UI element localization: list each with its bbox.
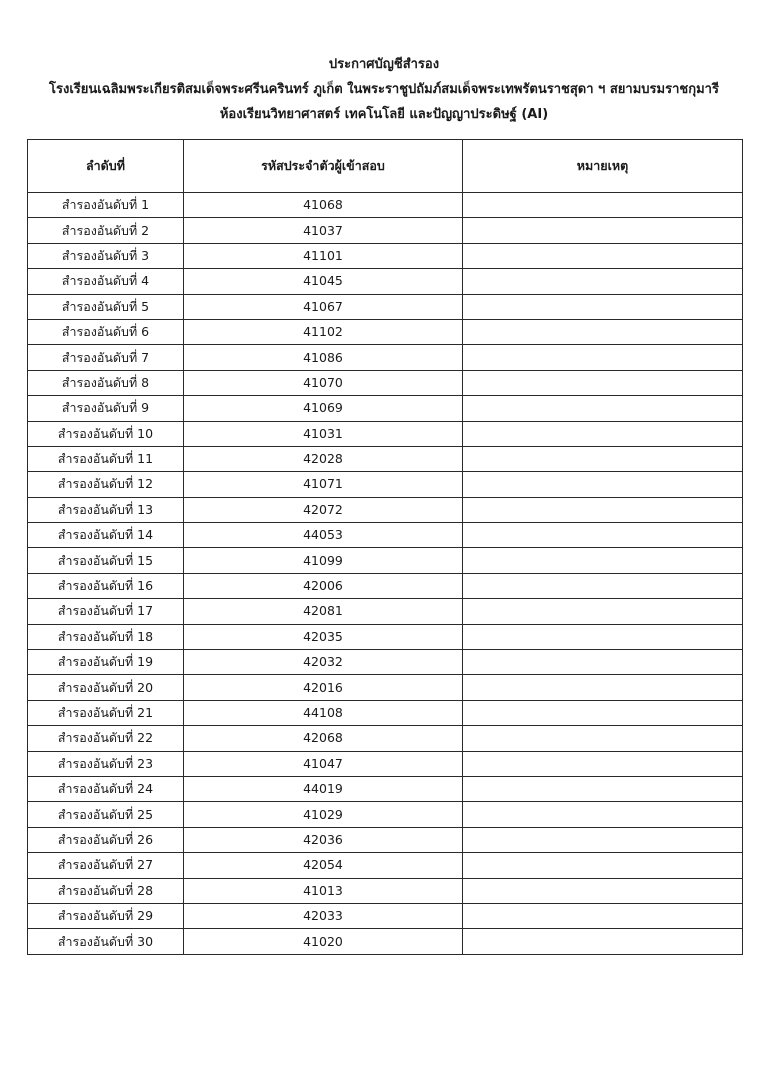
exam-code-cell: 42006	[184, 573, 463, 598]
note-cell	[463, 319, 743, 344]
note-cell	[463, 548, 743, 573]
note-cell	[463, 218, 743, 243]
rank-cell: สำรองอันดับที่ 9	[28, 396, 184, 421]
note-cell	[463, 650, 743, 675]
table-row	[28, 827, 743, 852]
note-cell	[463, 269, 743, 294]
note-cell	[463, 345, 743, 370]
rank-cell: สำรองอันดับที่ 28	[28, 878, 184, 903]
column-header-note: หมายเหตุ	[463, 140, 743, 193]
rank-cell: สำรองอันดับที่ 2	[28, 218, 184, 243]
note-cell	[463, 523, 743, 548]
exam-code-cell: 41102	[184, 319, 463, 344]
exam-code-cell: 41086	[184, 345, 463, 370]
rank-cell: สำรองอันดับที่ 10	[28, 421, 184, 446]
exam-code-cell: 42068	[184, 726, 463, 751]
exam-code-cell: 41070	[184, 370, 463, 395]
table-row	[28, 345, 743, 370]
rank-cell: สำรองอันดับที่ 16	[28, 573, 184, 598]
rank-cell: สำรองอันดับที่ 26	[28, 827, 184, 852]
program-name: ห้องเรียนวิทยาศาสตร์ เทคโนโลยี และปัญญาประดิษฐ์ (AI)	[219, 107, 549, 122]
exam-code-cell: 42028	[184, 446, 463, 471]
table-row	[28, 548, 743, 573]
table-row	[28, 319, 743, 344]
rank-cell: สำรองอันดับที่ 6	[28, 319, 184, 344]
table-row	[28, 878, 743, 903]
exam-code-cell: 42032	[184, 650, 463, 675]
note-cell	[463, 294, 743, 319]
column-header-rank: ลำดับที่	[28, 140, 184, 193]
column-header-exam-code: รหัสประจำตัวผู้เข้าสอบ	[184, 140, 463, 193]
table-row	[28, 624, 743, 649]
note-cell	[463, 193, 743, 218]
table-row	[28, 599, 743, 624]
table-row	[28, 370, 743, 395]
rank-cell: สำรองอันดับที่ 21	[28, 700, 184, 725]
note-cell	[463, 675, 743, 700]
note-cell	[463, 624, 743, 649]
table-row	[28, 294, 743, 319]
exam-code-cell: 41031	[184, 421, 463, 446]
rank-cell: สำรองอันดับที่ 22	[28, 726, 184, 751]
table-row	[28, 903, 743, 928]
rank-cell: สำรองอันดับที่ 23	[28, 751, 184, 776]
table-row	[28, 802, 743, 827]
rank-cell: สำรองอันดับที่ 30	[28, 929, 184, 954]
note-cell	[463, 853, 743, 878]
table-row	[28, 573, 743, 598]
exam-code-cell: 44019	[184, 776, 463, 801]
rank-cell: สำรองอันดับที่ 15	[28, 548, 184, 573]
table-row	[28, 776, 743, 801]
exam-code-cell: 41020	[184, 929, 463, 954]
table-row	[28, 700, 743, 725]
exam-code-cell: 42035	[184, 624, 463, 649]
rank-cell: สำรองอันดับที่ 14	[28, 523, 184, 548]
table-row	[28, 650, 743, 675]
exam-code-cell: 41069	[184, 396, 463, 421]
rank-cell: สำรองอันดับที่ 13	[28, 497, 184, 522]
rank-cell: สำรองอันดับที่ 19	[28, 650, 184, 675]
note-cell	[463, 573, 743, 598]
exam-code-cell: 41013	[184, 878, 463, 903]
note-cell	[463, 726, 743, 751]
exam-code-cell: 41071	[184, 472, 463, 497]
rank-cell: สำรองอันดับที่ 25	[28, 802, 184, 827]
note-cell	[463, 446, 743, 471]
rank-cell: สำรองอันดับที่ 24	[28, 776, 184, 801]
rank-cell: สำรองอันดับที่ 12	[28, 472, 184, 497]
note-cell	[463, 599, 743, 624]
exam-code-cell: 44108	[184, 700, 463, 725]
exam-code-cell: 41101	[184, 243, 463, 268]
table-row	[28, 929, 743, 954]
exam-code-cell: 42036	[184, 827, 463, 852]
table-row	[28, 243, 743, 268]
note-cell	[463, 700, 743, 725]
note-cell	[463, 903, 743, 928]
table-row	[28, 193, 743, 218]
table-row	[28, 218, 743, 243]
rank-cell: สำรองอันดับที่ 4	[28, 269, 184, 294]
rank-cell: สำรองอันดับที่ 18	[28, 624, 184, 649]
table-row	[28, 853, 743, 878]
note-cell	[463, 776, 743, 801]
note-cell	[463, 827, 743, 852]
table-row	[28, 472, 743, 497]
note-cell	[463, 929, 743, 954]
exam-code-cell: 42033	[184, 903, 463, 928]
exam-code-cell: 42016	[184, 675, 463, 700]
table-row	[28, 751, 743, 776]
rank-cell: สำรองอันดับที่ 27	[28, 853, 184, 878]
note-cell	[463, 243, 743, 268]
reserve-list-table	[27, 139, 743, 955]
exam-code-cell: 41029	[184, 802, 463, 827]
rank-cell: สำรองอันดับที่ 8	[28, 370, 184, 395]
rank-cell: สำรองอันดับที่ 1	[28, 193, 184, 218]
exam-code-cell: 41068	[184, 193, 463, 218]
table-row	[28, 675, 743, 700]
table-row	[28, 523, 743, 548]
note-cell	[463, 472, 743, 497]
rank-cell: สำรองอันดับที่ 5	[28, 294, 184, 319]
rank-cell: สำรองอันดับที่ 7	[28, 345, 184, 370]
document-header	[0, 52, 768, 127]
exam-code-cell: 41037	[184, 218, 463, 243]
table-body	[28, 193, 743, 955]
exam-code-cell: 41099	[184, 548, 463, 573]
school-name: โรงเรียนเฉลิมพระเกียรติสมเด็จพระศรีนครินทร์ ภูเก็ต ในพระราชูปถัมภ์สมเด็จพระเทพรัตนราชสุดา ฯ สยามบรมราชกุมารี	[49, 82, 719, 97]
note-cell	[463, 497, 743, 522]
note-cell	[463, 802, 743, 827]
table-row	[28, 269, 743, 294]
table-row	[28, 421, 743, 446]
note-cell	[463, 421, 743, 446]
table-row	[28, 396, 743, 421]
table-row	[28, 497, 743, 522]
rank-cell: สำรองอันดับที่ 3	[28, 243, 184, 268]
rank-cell: สำรองอันดับที่ 20	[28, 675, 184, 700]
rank-cell: สำรองอันดับที่ 17	[28, 599, 184, 624]
exam-code-cell: 42072	[184, 497, 463, 522]
exam-code-cell: 42054	[184, 853, 463, 878]
rank-cell: สำรองอันดับที่ 29	[28, 903, 184, 928]
table-row	[28, 446, 743, 471]
note-cell	[463, 878, 743, 903]
exam-code-cell: 44053	[184, 523, 463, 548]
exam-code-cell: 41067	[184, 294, 463, 319]
header-row	[28, 140, 743, 193]
rank-cell: สำรองอันดับที่ 11	[28, 446, 184, 471]
note-cell	[463, 751, 743, 776]
note-cell	[463, 370, 743, 395]
table-header	[28, 140, 743, 193]
exam-code-cell: 41047	[184, 751, 463, 776]
document-title: ประกาศบัญชีสำรอง	[328, 57, 440, 72]
exam-code-cell: 41045	[184, 269, 463, 294]
note-cell	[463, 396, 743, 421]
table-row	[28, 726, 743, 751]
exam-code-cell: 42081	[184, 599, 463, 624]
